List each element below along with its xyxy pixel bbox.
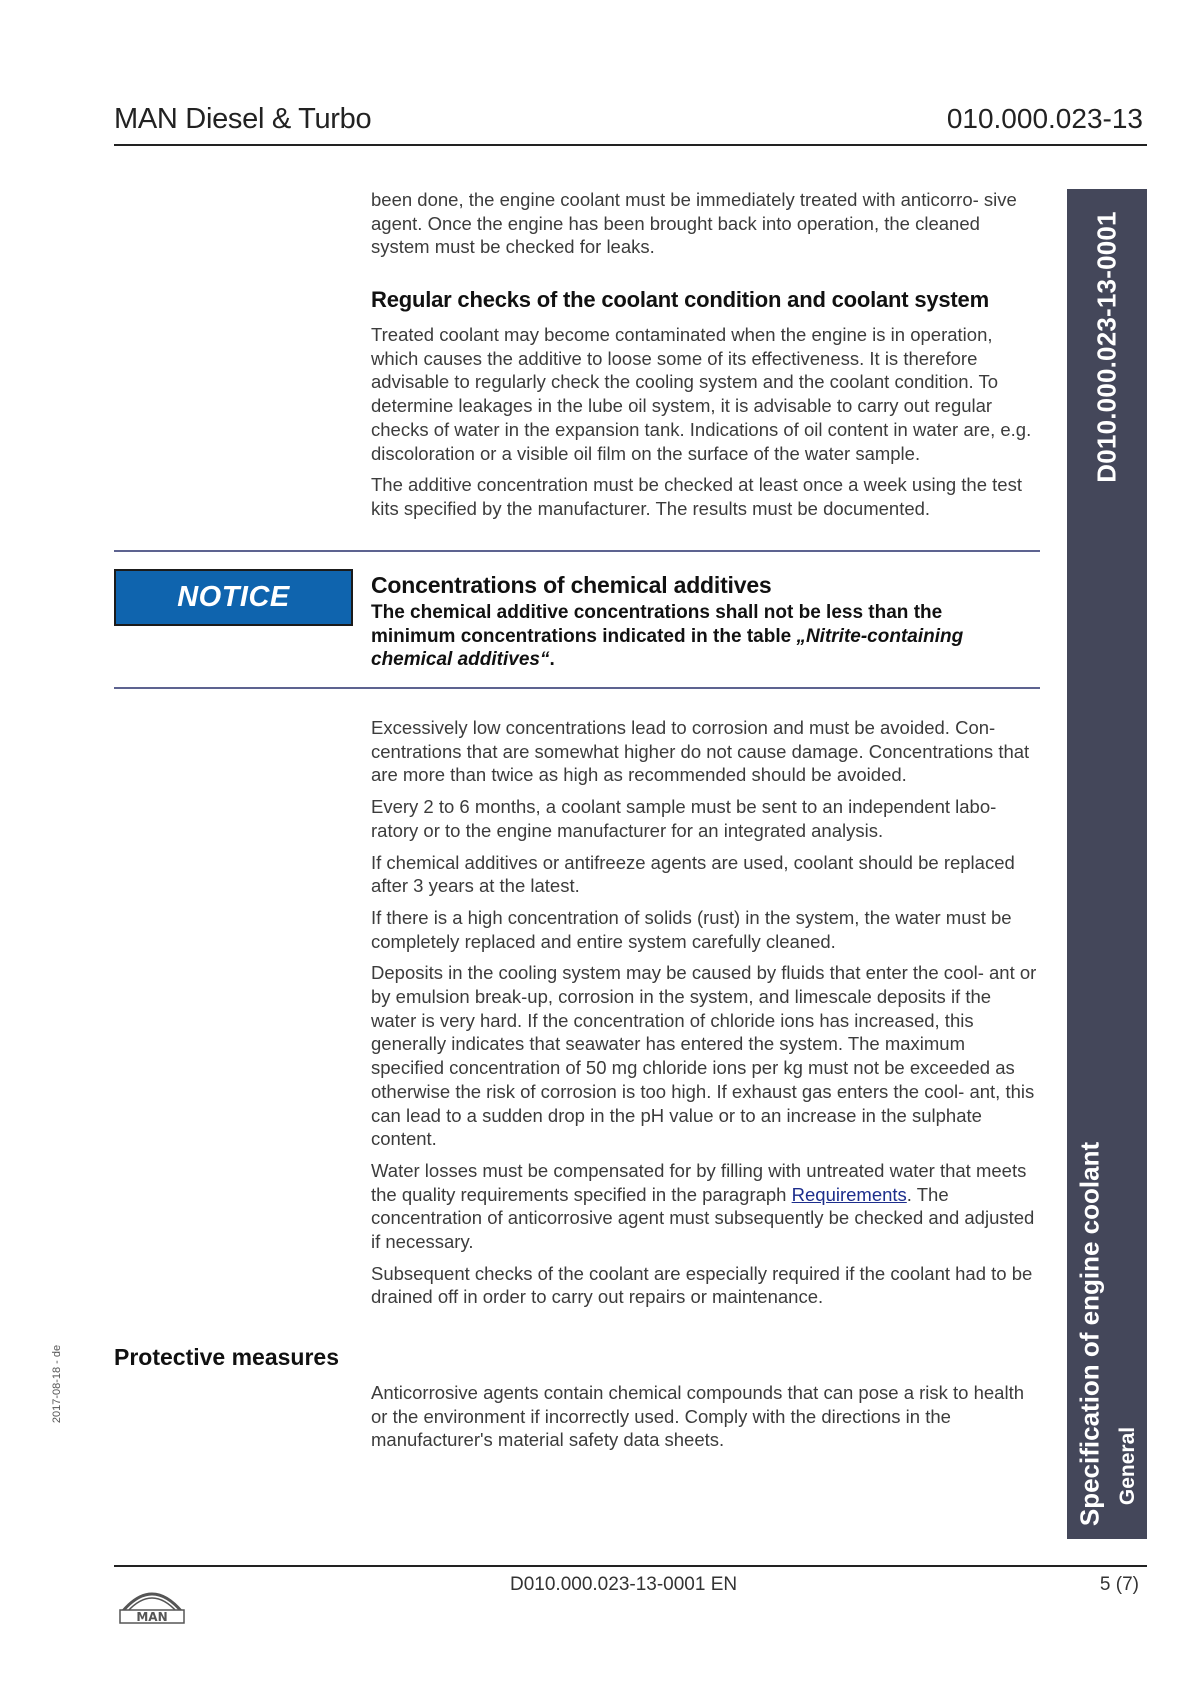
water-losses-paragraph [371,1159,1041,1254]
protective-heading: Protective measures [114,1344,340,1370]
concentrations-block [371,716,1041,1317]
water-losses-text-end: . The concentration of anticorrosive agent must subsequently be checked and adjusted if necessary. [371,1183,1035,1253]
protective-block [371,1381,1041,1460]
notice-text-end: . [549,649,555,670]
notice-label: NOTICE [114,569,353,626]
header-divider [114,144,1147,146]
intro-paragraph: been done, the engine coolant must be immediately treated with anticorro- sive agent. Once the engine has been brought back into operation, the cleaned system must be checked for leaks. [371,189,1017,258]
logo-text: MAN [136,1610,168,1624]
footer-doc-ref: D010.000.023-13-0001 EN [510,1574,738,1595]
regular-checks-block [371,323,1041,529]
header-company: MAN Diesel & Turbo [114,103,372,135]
concentration-paragraph: If chemical additives or antifreeze agents are used, coolant should be replaced after 3 years at the latest. [371,851,1015,897]
requirements-link[interactable]: Requirements [791,1183,907,1205]
concentration-paragraph: If there is a high concentration of solids (rust) in the system, the water must be completely replaced and entire system carefully cleaned. [371,906,1012,952]
man-logo-icon [118,1582,186,1624]
notice-text [371,601,1031,672]
notice-text-main: The chemical additive concentrations shall not be less than the minimum concentrations indicated in the table [371,602,943,647]
footer-page-number: 5 (7) [1099,1574,1139,1595]
concentration-paragraph: Every 2 to 6 months, a coolant sample must be sent to an independent labo- ratory or to the engine manufacturer for an integrated analysis. [371,796,997,841]
regular-checks-paragraph: The additive concentration must be checked at least once a week using the test kits specified by the manufacturer. The results must be documented. [371,474,1022,519]
sidebar-subtitle: General [1116,1426,1139,1506]
margin-date: 2017-08-18 - de [51,1344,63,1424]
notice-table-ref: „Nitrite-containing chemical additives“ [371,625,964,670]
header-doc-number: 010.000.023-13 [946,103,1143,134]
concentration-paragraph: Excessively low concentrations lead to corrosion and must be avoided. Con- centrations that are somewhat higher do not cause damage. Concentrations that are more than twice as high as recommended should be avoided. [371,717,1030,786]
intro-block [371,188,1041,267]
concentration-paragraph: Deposits in the cooling system may be caused by fluids that enter the cool- ant or by emulsion break-up, corrosion in the system, and limescale deposits if the water is very hard. If the concentration of chloride ions has increased, this generally indicates that seawater has entered the system. The maximum specified concentration of 50 mg chloride ions per kg must not be exceeded as otherwise the risk of corrosion is too high. If exhaust gas enters the cool- ant, this can lead to a sudden drop in the pH value or to an increase in the sulphate content. [371,962,1037,1150]
notice-top-rule [114,550,1040,552]
notice-heading: Concentrations of chemical additives [371,572,772,598]
protective-paragraph: Anticorrosive agents contain chemical compounds that can pose a risk to health or the environment if incorrectly used. Comply with the directions in the manufacturer's material safety data sheets. [371,1382,1025,1451]
water-losses-text: Water losses must be compensated for by filling with untreated water that meets the quality requirements specified in the paragraph [371,1159,1027,1205]
sidebar-title: Specification of engine coolant [1074,1141,1105,1527]
regular-checks-heading: Regular checks of the coolant condition and coolant system [371,287,989,312]
sidebar-doc-id: D010.000.023-13-0001 [1091,211,1122,483]
subsequent-checks-paragraph: Subsequent checks of the coolant are especially required if the coolant had to be drained off in order to carry out repairs or maintenance. [371,1262,1033,1308]
footer-divider [114,1565,1147,1567]
regular-checks-paragraph: Treated coolant may become contaminated when the engine is in operation, which causes the additive to loose some of its effectiveness. It is therefore advisable to regularly check the cooling system and the coolant condition. To determine leakages in the lube oil system, it is advisable to carry out regular checks of water in the expansion tank. Indications of oil content in water are, e.g. discoloration or a visible oil film on the surface of the water sample. [371,324,1032,464]
notice-bottom-rule [114,687,1040,689]
